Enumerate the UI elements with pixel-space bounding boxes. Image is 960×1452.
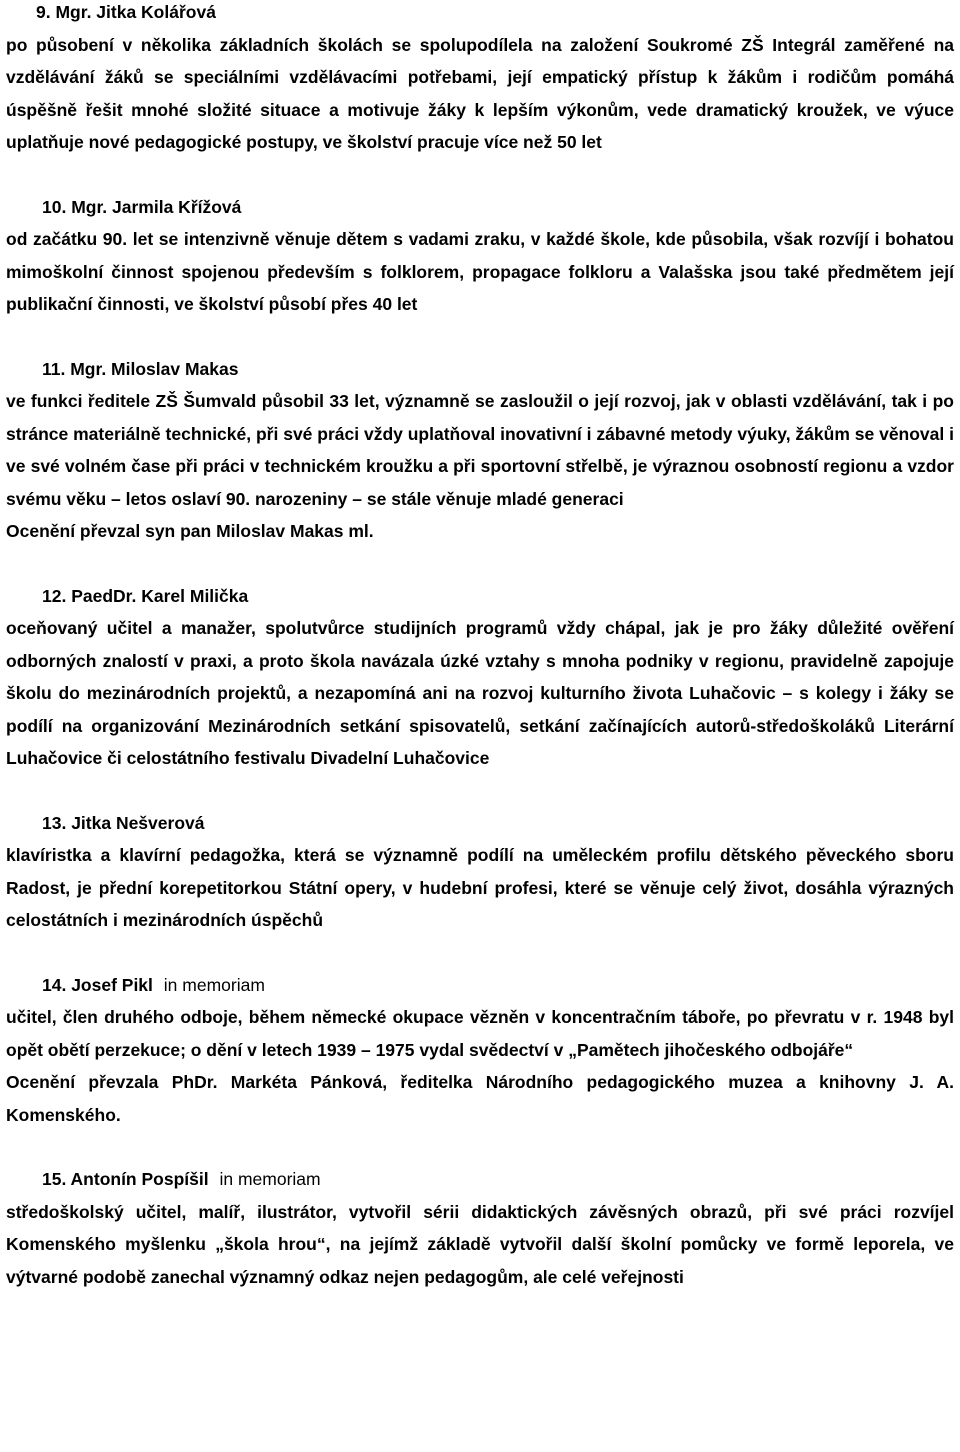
entry-name: 10. Mgr. Jarmila Křížová [42, 196, 242, 217]
entry-award-note: Ocenění převzal syn pan Miloslav Makas ml. [6, 521, 374, 541]
award-entry-14 [6, 969, 954, 1132]
entry-name: 13. Jitka Nešverová [42, 812, 205, 833]
award-entry-11 [6, 353, 954, 548]
entry-description: ve funkci ředitele ZŠ Šumvald působil 33 let, významně se zasloužil o její rozvoj, jak v oblasti vzdělávání, tak i po stránce materiálně technické, při své práci vždy uplatňoval inovativní i zábavné metody výuky, žákům se věnoval i ve své volném čase při práci v technickém kroužku a při sportovní střelbě, je výraznou osobností regionu a vzdor svému věku – letos oslaví 90. narozeniny – se stále věnuje mladé generaci [6, 391, 954, 509]
in-memoriam-label: in memoriam [163, 974, 265, 995]
entry-name: 14. Josef Pikl [42, 974, 153, 995]
in-memoriam-label: in memoriam [219, 1169, 321, 1189]
award-entry-9 [6, 0, 954, 159]
entry-name: 12. PaedDr. Karel Milička [42, 585, 249, 606]
award-entry-15 [6, 1163, 954, 1293]
entry-heading [6, 969, 954, 1002]
entry-heading [6, 191, 954, 224]
entry-award-note: Ocenění převzala PhDr. Markéta Pánková, ředitelka Národního pedagogického muzea a knihovny J. A. Komenského. [6, 1072, 954, 1125]
entry-heading [6, 0, 954, 29]
entry-name: 9. Mgr. Jitka Kolářová [36, 2, 216, 22]
entry-description: učitel, člen druhého odboje, během německé okupace vězněn v koncentračním táboře, po převratu v r. 1948 byl opět obětí perzekuce; o dění v letech 1939 – 1975 vydal svědectví v „Pamětech jihočeského odbojáře“ [6, 1007, 954, 1060]
entry-heading [6, 1163, 954, 1196]
entry-description: od začátku 90. let se intenzivně věnuje dětem s vadami zraku, v každé škole, kde působila, však rozvíjí i bohatou mimoškolní činnost spojenou především s folklorem, propagace folkloru a Valašska jsou také předmětem její publikační činnosti, ve školství působí přes 40 let [6, 229, 954, 314]
entry-heading [6, 807, 954, 840]
entry-name: 11. Mgr. Miloslav Makas [42, 358, 239, 379]
award-entry-13 [6, 807, 954, 937]
entry-description: středoškolský učitel, malíř, ilustrátor, vytvořil sérii didaktických závěsných obrazů, při své práci rozvíjel Komenského myšlenku „škola hrou“, na jejímž základě vytvořil další školní pomůcky ve formě leporela, ve výtvarné podobě zanechal významný odkaz nejen pedagogům, ale celé veřejnosti [6, 1201, 954, 1287]
entry-description: oceňovaný učitel a manažer, spolutvůrce studijních programů vždy chápal, jak je pro žáky důležité ověření odborných znalostí v praxi, a proto škola navázala úzké vztahy s mnoha podniky v regionu, pravidelně zapojuje školu do mezinárodních projektů, a nezapomíná ani na rozvoj kulturního života Luhačovic – s kolegy i žáky se podílí na organizování Mezinárodních setkání spisovatelů, setkání začínajících autorů-středoškoláků Literární Luhačovice či celostátního festivalu Divadelní Luhačovice [6, 618, 954, 768]
entry-heading [6, 580, 954, 613]
entry-description: po působení v několika základních školách se spolupodílela na založení Soukromé ZŠ Integrál zaměřené na vzdělávání žáků se speciálními vzdělávacími potřebami, její empatický přístup k žákům i rodičům pomáhá úspěšně řešit mnohé složité situace a motivuje žáky k lepším výkonům, vede dramatický kroužek, ve výuce uplatňuje nové pedagogické postupy, ve školství pracuje více než 50 let [6, 34, 954, 152]
award-entry-12 [6, 580, 954, 775]
award-entry-10 [6, 191, 954, 321]
entry-description: klavíristka a klavírní pedagožka, která se významně podílí na uměleckém profilu dětského pěveckého sboru Radost, je přední korepetitorkou Státní opery, v hudební profesi, které se věnuje celý život, dosáhla výrazných celostátních i mezinárodních úspěchů [6, 845, 954, 930]
document-page [6, 0, 954, 1293]
entry-name: 15. Antonín Pospíšil [42, 1169, 209, 1189]
entry-heading [6, 353, 954, 386]
